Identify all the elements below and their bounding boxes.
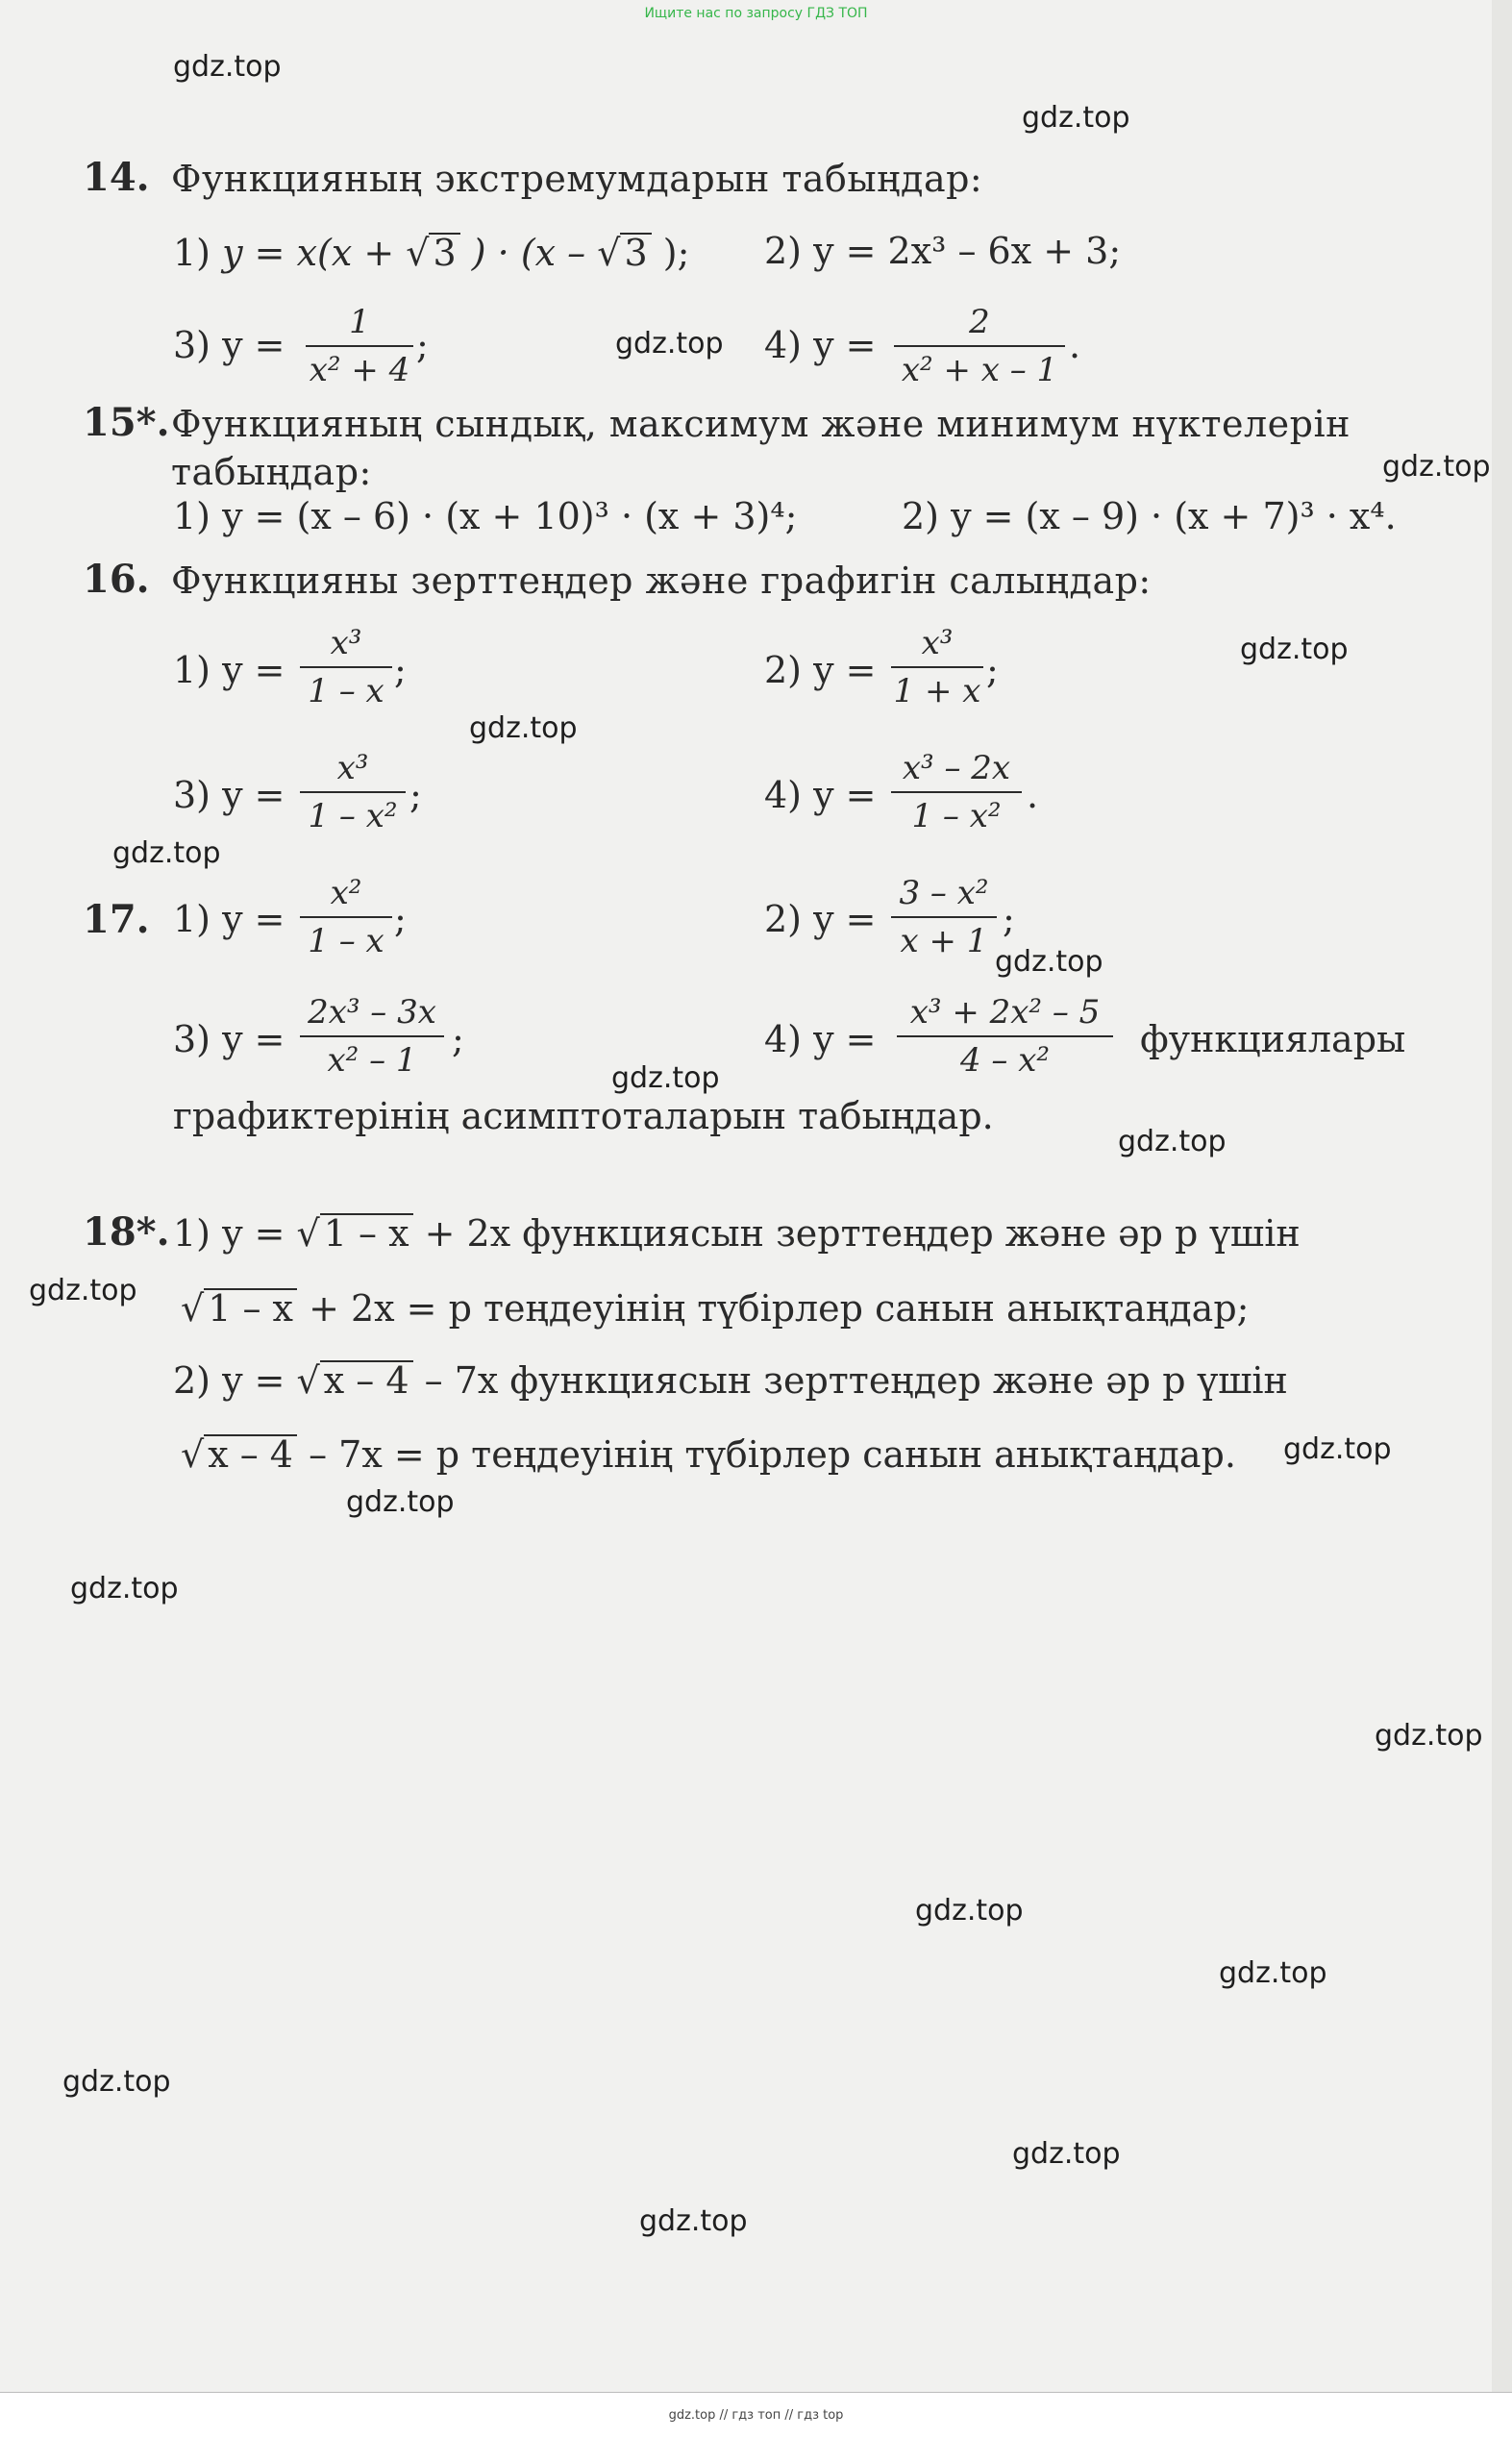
watermark: gdz.top bbox=[1118, 1125, 1227, 1158]
problem-17-item-1-fraction: x² 1 – x bbox=[300, 877, 392, 958]
watermark: gdz.top bbox=[29, 1274, 137, 1307]
problem-18-item-1-line-2: √ 1 – x + 2x = p теңдеуінің түбірлер санын анықтаңдар; bbox=[181, 1287, 1250, 1330]
watermark: gdz.top bbox=[639, 2204, 748, 2238]
watermark: gdz.top bbox=[346, 1485, 455, 1519]
problem-16-item-4-fraction: x³ – 2x 1 – x² bbox=[891, 752, 1022, 833]
problem-15-item-2: 2) y = (x – 9) · (x + 7)³ · x⁴. bbox=[902, 495, 1397, 537]
problem-14-heading: Функцияның экстремумдарын табыңдар: bbox=[171, 158, 983, 200]
problem-14-item-1: 1) y = x(x + √ 3 ) · (x – √ 3 ); bbox=[173, 232, 690, 274]
problem-16-item-2-label: 2) y = bbox=[764, 649, 877, 691]
punct: ; bbox=[1003, 898, 1015, 940]
problem-17-item-3-label: 3) y = bbox=[173, 1018, 285, 1060]
punct: ; bbox=[986, 649, 999, 691]
problem-16-item-1-fraction: x³ 1 – x bbox=[300, 627, 392, 708]
sqrt-3: 3 bbox=[429, 233, 459, 273]
watermark: gdz.top bbox=[70, 1572, 179, 1605]
problem-15-item-1: 1) y = (x – 6) · (x + 10)³ · (x + 3)⁴; bbox=[173, 495, 798, 537]
watermark: gdz.top bbox=[1375, 1719, 1483, 1753]
problem-14-item-3-fraction: 1 x² + 4 bbox=[306, 306, 413, 386]
punct: . bbox=[1027, 774, 1039, 816]
punct: . bbox=[1069, 324, 1081, 366]
watermark: gdz.top bbox=[469, 711, 578, 745]
punct: ; bbox=[394, 649, 407, 691]
radicand: x – 4 bbox=[204, 1434, 297, 1475]
watermark: gdz.top bbox=[915, 1894, 1024, 1928]
watermark: gdz.top bbox=[1240, 633, 1349, 666]
watermark: gdz.top bbox=[1012, 2137, 1121, 2171]
problem-15-number: 15*. bbox=[83, 400, 170, 445]
problem-17-tail: графиктерінің асимптоталарын табыңдар. bbox=[173, 1095, 994, 1137]
punct: ; bbox=[394, 898, 407, 940]
problem-17-item-4-suffix: функциялары bbox=[1140, 1018, 1406, 1060]
radicand: 1 – x bbox=[320, 1213, 413, 1254]
problem-17-number: 17. bbox=[83, 897, 150, 942]
watermark: gdz.top bbox=[615, 327, 724, 361]
problem-16-item-2-fraction: x³ 1 + x bbox=[891, 627, 983, 708]
watermark: gdz.top bbox=[1283, 1432, 1392, 1466]
watermark: gdz.top bbox=[1022, 101, 1130, 135]
watermark: gdz.top bbox=[611, 1061, 720, 1095]
problem-17-item-4-label: 4) y = bbox=[764, 1018, 877, 1060]
punct: ; bbox=[409, 774, 422, 816]
problem-16-item-3-fraction: x³ 1 – x² bbox=[300, 752, 406, 833]
problem-15-heading-line-1: Функцияның сындық, максимум және минимум нүктелерін bbox=[171, 403, 1351, 445]
problem-14-number: 14. bbox=[83, 155, 150, 200]
problem-18-item-1-line-1: 1) y = √ 1 – x + 2x функциясын зерттеңдер және әр p үшін bbox=[173, 1212, 1301, 1255]
watermark: gdz.top bbox=[1219, 1956, 1327, 1990]
problem-14-item-3-label: 3) y = bbox=[173, 324, 285, 366]
problem-15-heading-line-2: табыңдар: bbox=[171, 451, 372, 493]
problem-17-item-2-fraction: 3 – x² x + 1 bbox=[891, 877, 997, 958]
problem-17-item-4-fraction: x³ + 2x² – 5 4 – x² bbox=[897, 996, 1113, 1077]
problem-18-number: 18*. bbox=[83, 1209, 170, 1255]
footer-link[interactable]: gdz.top // гдз топ // гдз top bbox=[668, 2408, 844, 2423]
problem-14-item-2: 2) y = 2x³ – 6x + 3; bbox=[764, 230, 1122, 272]
radicand: 1 – x bbox=[204, 1288, 297, 1329]
watermark: gdz.top bbox=[62, 2065, 171, 2099]
problem-18-item-2-line-1: 2) y = √ x – 4 – 7x функциясын зерттеңдер және әр p үшін bbox=[173, 1359, 1288, 1402]
problem-16-item-3-label: 3) y = bbox=[173, 774, 285, 816]
problem-16-item-1-label: 1) y = bbox=[173, 649, 285, 691]
punct: ; bbox=[416, 324, 429, 366]
problem-14-item-4-label: 4) y = bbox=[764, 324, 877, 366]
problem-16-heading: Функцияны зерттеңдер және графигін салыңдар: bbox=[171, 560, 1152, 602]
watermark: gdz.top bbox=[173, 50, 282, 84]
problem-17-item-1-label: 1) y = bbox=[173, 898, 285, 940]
watermark: gdz.top bbox=[995, 945, 1103, 979]
problem-17-item-3-fraction: 2x³ – 3x x² – 1 bbox=[300, 996, 444, 1077]
watermark: gdz.top bbox=[112, 836, 221, 870]
problem-14-item-4-fraction: 2 x² + x – 1 bbox=[894, 306, 1065, 386]
punct: ; bbox=[452, 1018, 464, 1060]
problem-16-number: 16. bbox=[83, 557, 150, 602]
problem-17-item-2-label: 2) y = bbox=[764, 898, 877, 940]
radicand: x – 4 bbox=[320, 1360, 413, 1401]
problem-16-item-4-label: 4) y = bbox=[764, 774, 877, 816]
page-edge-shadow bbox=[1492, 0, 1512, 2437]
watermark: gdz.top bbox=[1382, 450, 1491, 484]
top-search-link[interactable]: Ищите нас по запросу ГДЗ ТОП bbox=[644, 6, 868, 21]
problem-18-item-2-line-2: √ x – 4 – 7x = p теңдеуінің түбірлер санын анықтаңдар. bbox=[181, 1433, 1236, 1476]
sqrt-3: 3 bbox=[620, 233, 651, 273]
